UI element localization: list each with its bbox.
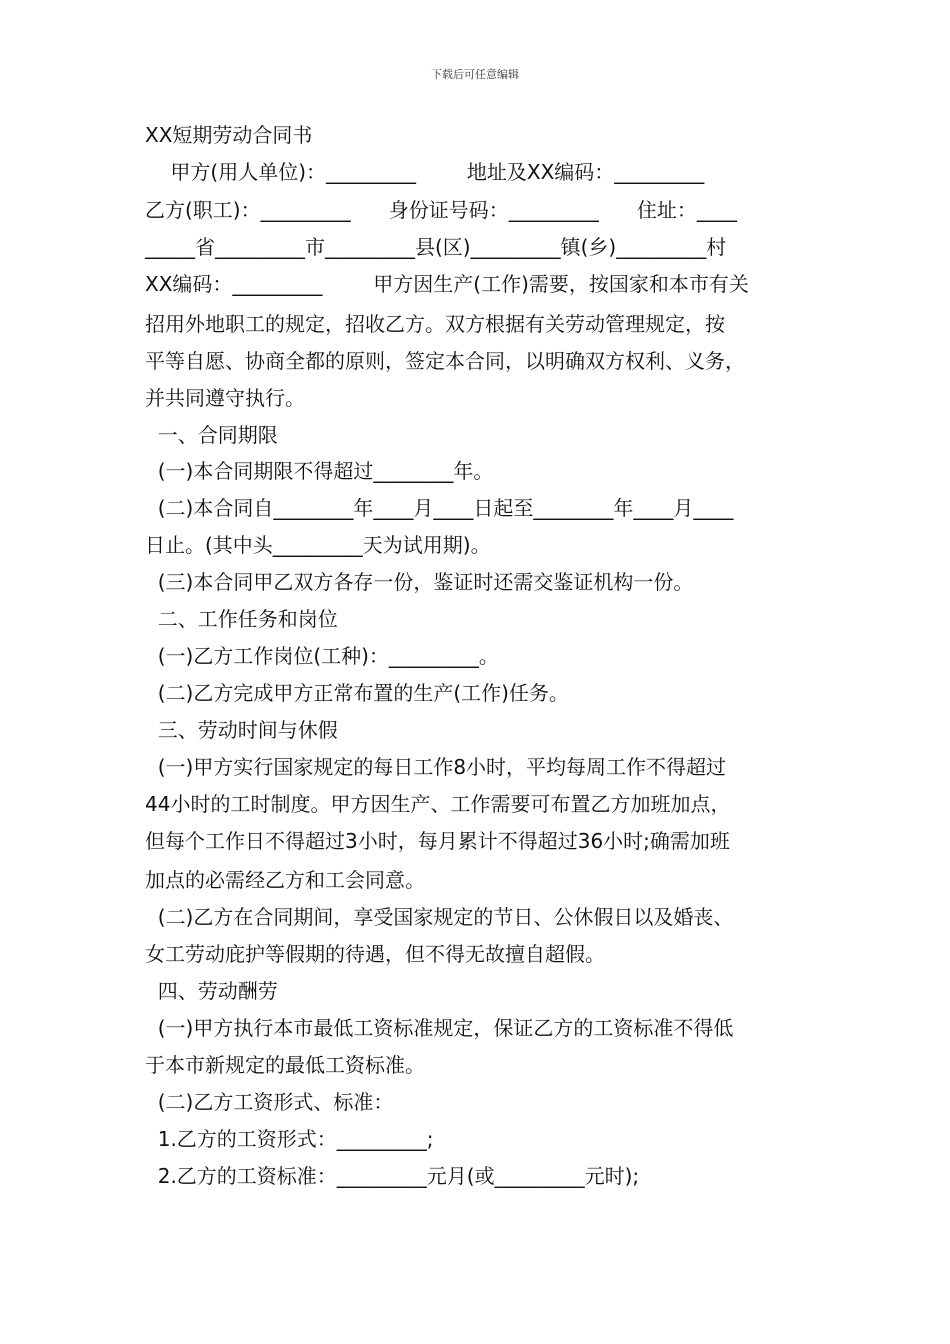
text-line: 加点的必需经乙方和工会同意。 xyxy=(145,868,425,892)
text-line: (二)乙方工资形式、标准： xyxy=(145,1090,394,1114)
page-header: 下载后可任意编辑 xyxy=(431,68,519,81)
text-line: 于本市新规定的最低工资标准。 xyxy=(145,1053,425,1077)
text-line: (一)乙方工作岗位(工种)：_________。 xyxy=(145,644,499,668)
section-heading: 三、劳动时间与休假 xyxy=(145,718,338,742)
text-line: 招用外地职工的规定，招收乙方。双方根据有关劳动管理规定，按 xyxy=(145,312,725,336)
text-line: 乙方(职工)：_________ 身份证号码：_________ 住址：____ xyxy=(145,198,737,222)
text-line: XX编码：_________ 甲方因生产(工作)需要，按国家和本市有关 xyxy=(145,272,749,296)
text-line: 并共同遵守执行。 xyxy=(145,386,305,410)
text-line: (一)甲方执行本市最低工资标准规定，保证乙方的工资标准不得低 xyxy=(145,1016,734,1040)
text-line: (二)本合同自________年____月____日起至________年____月____ xyxy=(145,496,734,520)
text-line: 2.乙方的工资标准：_________元月(或_________元时); xyxy=(145,1164,640,1188)
text-line: 44小时的工时制度。甲方因生产、工作需要可布置乙方加班加点， xyxy=(145,792,731,816)
text-line: (三)本合同甲乙双方各存一份，鉴证时还需交鉴证机构一份。 xyxy=(145,570,694,594)
text-line: (一)甲方实行国家规定的每日工作8小时，平均每周工作不得超过 xyxy=(145,755,727,779)
text-line: 日止。(其中头_________天为试用期)。 xyxy=(145,533,491,557)
text-line: 但每个工作日不得超过3小时，每月累计不得超过36小时;确需加班 xyxy=(145,829,730,853)
section-heading: 二、工作任务和岗位 xyxy=(145,607,338,631)
text-line: 平等自愿、协商全都的原则，签定本合同，以明确双方权利、义务， xyxy=(145,349,745,373)
section-heading: 四、劳动酬劳 xyxy=(145,979,278,1003)
text-line: 甲方(用人单位)：_________ 地址及XX编码：_________ xyxy=(145,160,705,184)
text-line: 女工劳动庇护等假期的待遇，但不得无故擅自超假。 xyxy=(145,942,605,966)
text-line: (二)乙方在合同期间，享受国家规定的节日、公休假日以及婚丧、 xyxy=(145,905,734,929)
text-line: 1.乙方的工资形式：_________; xyxy=(145,1127,434,1151)
document-title: XX短期劳动合同书 xyxy=(145,123,313,147)
section-heading: 一、合同期限 xyxy=(145,423,278,447)
text-line: (二)乙方完成甲方正常布置的生产(工作)任务。 xyxy=(145,681,569,705)
text-line: _____省_________市_________县(区)_________镇(乡)_________村 xyxy=(145,235,727,259)
text-line: (一)本合同期限不得超过________年。 xyxy=(145,459,494,483)
